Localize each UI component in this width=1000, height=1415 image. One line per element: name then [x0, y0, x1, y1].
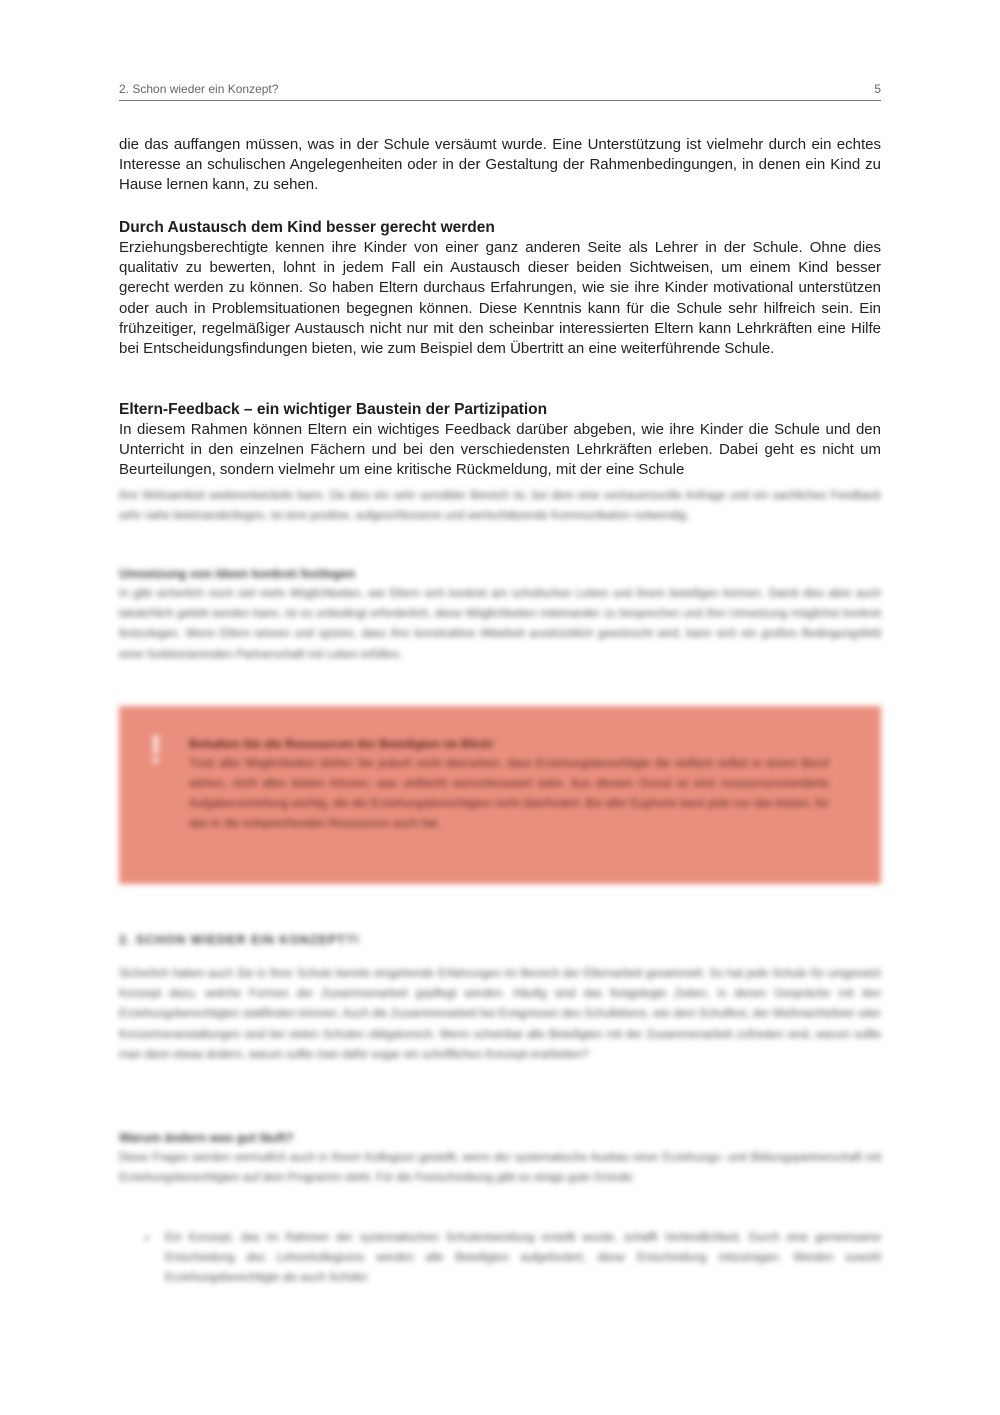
exclamation-icon: ! [149, 728, 163, 772]
blurred-paragraph-2: In gibt sicherlich noch viel mehr Möglichkeiten, wie Eltern sich konkret am schulischen Leben und ihrem beteiligen können. Damit dies aber auch tatsächlich gelebt werden kann, ist es unbedingt erforderlich, diese Möglichkeiten miteinander zu besprechen und ihre Umsetzung möglichst konkret festzulegen. Wenn Eltern wissen und spüren, dass ihre konstruktive Mitarbeit ausdrücklich gewünscht wird, kann sich ein großes Bedingungsfeld einer funktionierenden Partnerschaft mit Leben erfüllen. [119, 588, 881, 661]
bullet-dot-icon: • [145, 1231, 150, 1245]
callout-heading: Behalten Sie die Ressourcen der Beteiligten im Blick! [189, 737, 494, 751]
bullet-list-item [145, 1228, 881, 1289]
callout-text: Trotz aller Möglichkeiten dürfen Sie jedoch nicht übersehen, dass Erziehungsberechtigte die vielfach selbst in einem Beruf stehen, nicht alles leisten können, was vielleicht wünschenswert wäre. Aus diesem Grund ist eine ressourcenorientierte Aufgabenverteilung wichtig, die die Erziehungsberechtigten nicht überfordert. Bei aller Euphorie kann jede nur das leisten, für das er die entsprechenden Ressourcen auch hat. [189, 758, 829, 830]
section-paragraph-austausch: Erziehungsberechtigte kennen ihre Kinder von einer ganz anderen Seite als Lehrer in der Schule. Ohne dies qualitativ zu bewerten, lohnt in jedem Fall ein Austausch dieser beiden Sichtweisen, um einem Kind besser gerecht werden zu können. So haben Eltern durchaus Erfahrungen, wie sie ihre Kinder motivational unterstützen oder auch in Problemsituationen begegnen können. Diese Kenntnis kann für die Schule sehr hilfreich sein. Ein frühzeitiger, regelmäßiger Austausch nicht nur mit den scheinbar interessierten Eltern kann Lehrkräften eine Hilfe bei Entscheidungsfindungen bieten, wie zum Beispiel dem Übertritt an eine weiterführende Schule. [119, 239, 881, 358]
section-heading-austausch: Durch Austausch dem Kind besser gerecht werden [119, 219, 495, 236]
page-number: 5 [874, 82, 881, 96]
blurred-paragraph-4: Diese Fragen werden vermutlich auch in Ihrem Kollegium gestellt, wenn der systematische Ausbau einer Erziehungs- und Bildungspartnerschaft mit Erziehungsberechtigten auf dem Programm steht. Für die Festschreibung gibt es einige gute Gründe: [119, 1152, 881, 1185]
warning-callout [119, 706, 881, 884]
blurred-paragraph-3: Sicherlich haben auch Sie in Ihrer Schule bereits eingehende Erfahrungen im Bereich der Elternarbeit gesammelt. So hat jede Schule für umgesetzt Konzept dazu, welche Formen der Zusammenarbeit gepflegt werden. Häufig sind das festgelegte Zeiten, in denen Gespräche mit den Erziehungsberechtigten stattfinden können. Auch die Zusammenarbeit bei Ereignissen des Schullebens, wie dem Schulfest, der Weihnachtsfeier oder Konzertveranstaltungen sind bei vielen Schulen obligatorisch. Wenn scheinbar alle Beteiligten mit der Zusammenarbeit zufrieden sind, warum sollte man dann etwas ändern, warum sollte man dafür sogar ein schriftliches Konzept erarbeiten? [119, 968, 881, 1061]
blurred-preview-area [0, 452, 1000, 1352]
intro-paragraph: die das auffangen müssen, was in der Schule versäumt wurde. Eine Unterstützung ist vielmehr durch ein echtes Interesse an schulischen Angelegenheiten oder in der Gestaltung der Rahmenbedingungen, in denen ein Kind zu Hause lernen kann, zu sehen. [119, 136, 881, 194]
intro-paragraph-block [119, 135, 881, 196]
header-chapter-title: 2. Schon wieder ein Konzept? [119, 82, 279, 96]
blurred-paragraph-3-block [119, 964, 881, 1065]
chapter-section-title-block [119, 930, 881, 950]
running-header [119, 82, 881, 101]
chapter-section-title: 2. SCHON WIEDER EIN KONZEPT?! [119, 933, 360, 947]
section-austausch [119, 218, 881, 359]
blurred-section-umsetzung [119, 564, 881, 665]
blurred-paragraph-1: ihre Wirksamkeit weiterentwickeln kann. Da dies ein sehr sensibler Bereich ist, bei dem eine vertrauensvolle Anfrage und ein sachliches Feedback sehr nahe beieinanderliegen, ist eine positive, aufgeschlossene und wertschätzende Kommunikation notwendig. [119, 490, 881, 523]
callout-content [189, 734, 829, 834]
blurred-paragraph-1-block [119, 486, 881, 526]
blurred-heading-umsetzung: Umsetzung von Ideen konkret festlegen [119, 567, 356, 581]
section-paragraph-feedback: In diesem Rahmen können Eltern ein wichtiges Feedback darüber abgeben, wie ihre Kinder die Schule und den Unterricht in den einzelnen Fächern und bei den verschiedensten Lehrkräften erleben. Dabei geht es nicht um Beurteilungen, sondern vielmehr um eine kritische Rückmeldung, mit der eine Schule [119, 421, 881, 479]
blurred-heading-warum: Warum ändern was gut läuft? [119, 1131, 294, 1145]
section-heading-feedback: Eltern-Feedback – ein wichtiger Baustein der Partizipation [119, 401, 548, 418]
bullet-text: Ein Konzept, das im Rahmen der systematischen Schulentwicklung erstellt wurde, schafft Verbindlichkeit. Durch eine gemeinsame Entscheidung des Lehrerkollegiums werden alle Beteiligten aufgefordert, diese Entscheidung mitzutragen. Werden sowohl Erziehungsberechtigte als auch Schüler [165, 1232, 881, 1285]
blurred-section-warum [119, 1128, 881, 1188]
